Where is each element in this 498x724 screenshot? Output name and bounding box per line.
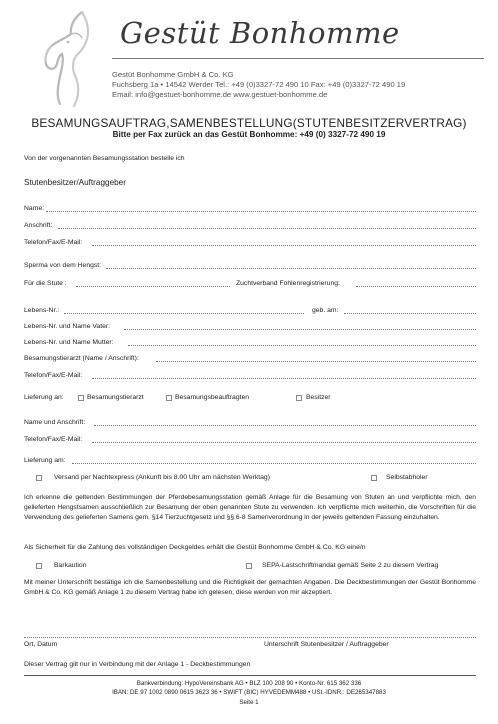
- header-divider: [112, 58, 484, 59]
- page-number: Seite 1: [239, 699, 259, 706]
- name-label: Name:: [24, 205, 45, 212]
- delivery-date-label: Lieferung am:: [24, 457, 66, 464]
- confirmation-paragraph: Mit meiner Unterschrift bestätige ich die Samenbestellung und die Richtigkeit der gemachten Angaben. Die Deckbestimmungen der Gestüt Bonhomme GmbH & Co. KG gemäß Anlage 1 zu diesem Vertrag habe ich gelesen, diese werden von mir akzeptiert.: [24, 579, 476, 596]
- company-address: Fuchsberg 1a • 14542 Werder Tel.: +49 (0)3327-72 490 10 Fax: +49 (0)3327-72 490 19: [112, 80, 406, 89]
- validity-note: Dieser Vertrag gilt nur in Verbindung mit der Anlage 1 - Deckbestimmungen: [24, 661, 251, 668]
- recipient-name-field[interactable]: [94, 425, 476, 426]
- mare-label: Für die Stute :: [24, 280, 67, 287]
- dam-field[interactable]: [128, 345, 476, 346]
- recipient-phone-label: Telefon/Fax/E-Mail:: [24, 436, 83, 443]
- section-heading: Stutenbesitzer/Auftraggeber: [24, 178, 126, 187]
- horse-logo-icon: [30, 8, 110, 108]
- vet-phone-field[interactable]: [92, 378, 476, 379]
- life-number-label: Lebens-Nr.:: [24, 307, 60, 314]
- checkbox-inseminator[interactable]: [166, 395, 172, 401]
- deliver-to-label: Lieferung an:: [24, 394, 64, 401]
- checkbox-owner[interactable]: [296, 395, 302, 401]
- vet-field[interactable]: [156, 361, 476, 362]
- breeding-association-label: Zuchtverband Fohlenregistrierung:: [236, 280, 340, 287]
- document-title: BESAMUNGSAUFTRAG,SAMENBESTELLUNG(STUTENBESITZERVERTRAG): [31, 116, 467, 130]
- birth-date-label: geb. am:: [312, 307, 339, 314]
- vet-phone-label: Telefon/Fax/E-Mail:: [24, 372, 83, 379]
- footer-divider: [24, 675, 476, 676]
- recipient-phone-field[interactable]: [92, 442, 476, 443]
- stallion-field[interactable]: [106, 268, 476, 269]
- signature-label: Unterschrift Stutenbesitzer / Auftraggeber: [264, 641, 389, 648]
- checkbox-self-pickup[interactable]: [371, 475, 377, 481]
- option-inseminator-label: Besamungsbeauftragten: [175, 394, 250, 401]
- option-sepa-label: SEPA-Lastschriftmandat gemäß Seite 2 zu diesem Vertrag: [262, 562, 439, 569]
- option-night-express-label: Versand per Nachtexpress (Ankunft bis 8.00 Uhr am nächsten Werktag): [54, 474, 270, 481]
- sire-label: Lebens-Nr. und Name Vater:: [24, 323, 111, 330]
- checkbox-sepa[interactable]: [246, 563, 252, 569]
- signature-line[interactable]: [24, 637, 476, 638]
- mare-field[interactable]: [76, 286, 230, 287]
- place-date-label: Ort, Datum: [24, 641, 58, 648]
- company-contact: Email: info@gestuet-bonhomme.de www.gestuet-bonhomme.de: [112, 90, 328, 99]
- birth-date-field[interactable]: [344, 313, 476, 314]
- delivery-date-field[interactable]: [72, 463, 476, 464]
- address-field[interactable]: [58, 228, 476, 229]
- company-name: Gestüt Bonhomme GmbH & Co. KG: [112, 70, 234, 79]
- checkbox-night-express[interactable]: [36, 475, 42, 481]
- option-owner-label: Besitzer: [306, 394, 331, 401]
- life-number-field[interactable]: [64, 313, 304, 314]
- dam-label: Lebens-Nr. und Name Mutter:: [24, 339, 114, 346]
- intro-text: Von der vorgenannten Besamungsstation bestelle ich: [24, 155, 185, 162]
- checkbox-vet[interactable]: [78, 395, 84, 401]
- bank-iban: IBAN: DE 97 1002 0890 0615 3623 36 • SWIFT (BIC) HYVEDEMM488 • USt.-IDNR.: DE265347883: [112, 689, 386, 696]
- option-self-pickup-label: Selbstabholer: [386, 474, 428, 481]
- option-cash-deposit-label: Barkaution: [54, 562, 87, 569]
- sire-field[interactable]: [124, 329, 476, 330]
- terms-paragraph: Ich erkenne die geltenden Bestimmungen der Pferdebesamungsstation gemäß Anlage für die Besamung von Stuten an und verpflichte mich, den gelieferten Hengstsamen ausschließlich zur Besamung der oben genannten Stute zu verwenden. Ich verpflichte mich weiterhin, die Vorschriften für die Verwendung des gelieferten Samens gem. §14 Tierzuchtgesetz und §§ 6-8 Samenverordnung in der jeweils geltenden Fassung einzuhalten.: [24, 494, 476, 521]
- recipient-name-label: Name und Anschrift:: [24, 419, 86, 426]
- checkbox-cash-deposit[interactable]: [36, 563, 42, 569]
- vet-label: Besamungstierarzt (Name / Anschrift):: [24, 355, 139, 362]
- address-label: Anschrift:: [24, 222, 53, 229]
- phone-field[interactable]: [92, 245, 476, 246]
- phone-label: Telefon/Fax/E-Mail:: [24, 239, 83, 246]
- option-vet-label: Besamungstierarzt: [87, 394, 144, 401]
- name-field[interactable]: [46, 211, 476, 212]
- bank-details: Bankverbindung: HypoVereinsbank AG • BLZ 100 208 90 • Konto-Nr. 615 362 336: [136, 680, 362, 687]
- document-subtitle: Bitte per Fax zurück an das Gestüt Bonhomme: +49 (0) 3327-72 490 19: [112, 130, 386, 139]
- breeding-association-field[interactable]: [356, 286, 476, 287]
- brand-name: Gestüt Bonhomme: [120, 16, 400, 50]
- security-text: Als Sicherheit für die Zahlung des vollständigen Deckgeldes erhält die Gestüt Bonhomme GmbH & Co. KG eine/n: [24, 544, 366, 551]
- stallion-label: Sperma von dem Hengst:: [24, 262, 102, 269]
